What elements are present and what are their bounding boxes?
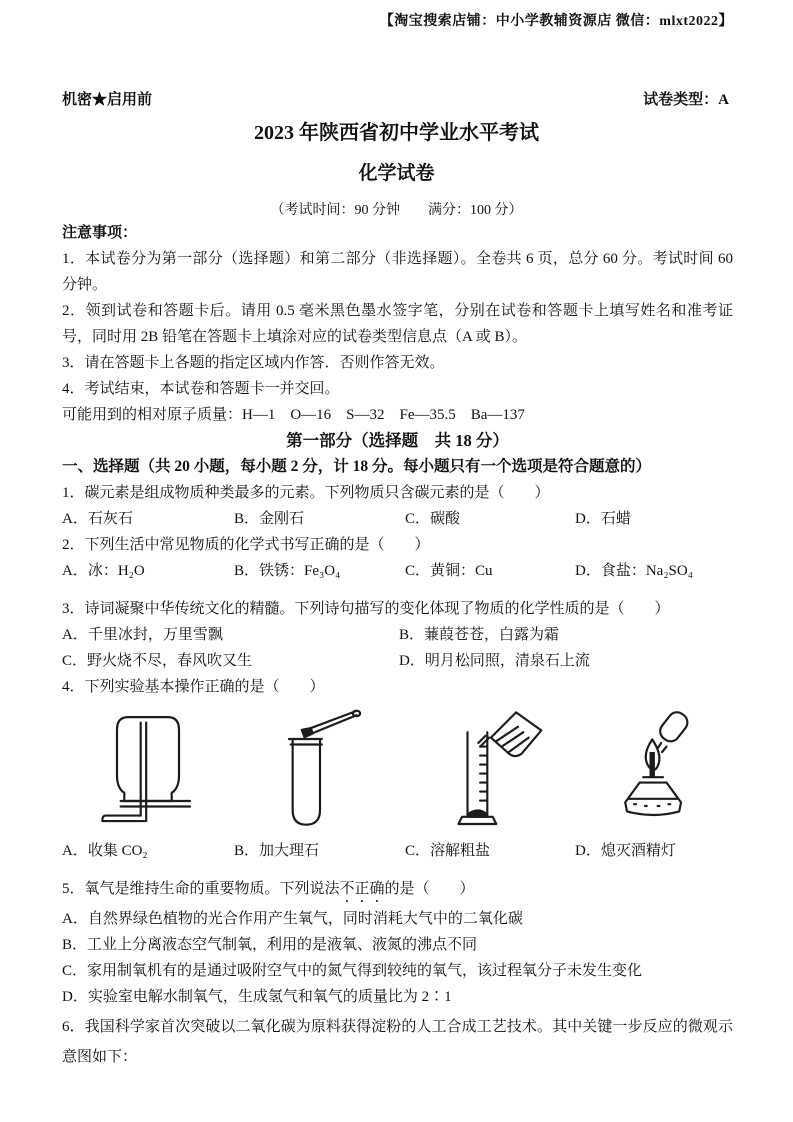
- note-item-4: 4．考试结束，本试卷和答题卡一并交回。: [62, 381, 340, 397]
- graduated-cylinder-pour-diagram: [405, 706, 575, 834]
- question-3-stem: 3．诗词凝聚中华传统文化的精髓。下列诗句描写的变化体现了物质的化学性质的是（ ）: [62, 601, 670, 617]
- note-item-3: 3．请在答题卡上各题的指定区域内作答．否则作答无效。: [62, 355, 445, 371]
- note-item-2: 2．领到试卷和答题卡后。请用 0.5 毫米黑色墨水签字笔，分别在试卷和答题卡上填写姓名和准考证号，同时用 2B 铅笔在答题卡上填涂对应的试卷类型信息点（A 或 B）。: [62, 303, 733, 345]
- q2-option-d: D．食盐：Na₂SO₄: [575, 563, 693, 579]
- security-row: [62, 88, 729, 109]
- section1-heading: 一、选择题（共 20 小题，每小题 2 分，计 18 分。每小题只有一个选项是符合题意的）: [62, 458, 652, 475]
- q5-stem-emphasis: 不正确: [339, 881, 385, 897]
- question-3-options-row2: [62, 648, 733, 674]
- store-watermark: 【淘宝搜索店铺：中小学教辅资源店 微信：mlxt2022】: [379, 14, 733, 29]
- question-6-stem: 6．我国科学家首次突破以二氧化碳为原料获得淀粉的人工合成工艺技术。其中关键一步反应的微观示意图如下：: [62, 1019, 733, 1065]
- q2-option-a: A．冰：H₂O: [62, 563, 145, 579]
- atomic-masses-line: 可能用到的相对原子质量：H—1 O—16 S—32 Fe—35.5 Ba—137: [62, 407, 525, 423]
- q3-option-b: B．蒹葭苍苍，白露为霜: [399, 627, 560, 643]
- dissolve-salt-pour-icon: [431, 707, 549, 833]
- q3-option-a: A．千里冰封，万里雪飘: [62, 627, 223, 643]
- test-tube-add-marble-icon: [265, 708, 375, 832]
- note-item-1: 1．本试卷分为第一部分（选择题）和第二部分（非选择题）。全卷共 6 页，总分 60 分。考试时间 60 分钟。: [62, 251, 733, 293]
- paper-subtitle: 化学试卷: [358, 163, 435, 184]
- question-5-stem: [62, 876, 733, 906]
- q5-stem-pre: 5．氧气是维持生命的重要物质。下列说法: [62, 881, 340, 897]
- question-4-diagrams: [62, 706, 733, 834]
- q4-option-b: B．加大理石: [234, 843, 320, 859]
- security-label: 机密★启用前: [62, 92, 153, 108]
- q5-option-d: D．实验室电解水制氧气，生成氢气和氧气的质量比为 2∶1: [62, 989, 452, 1005]
- q1-option-c: C．碳酸: [405, 511, 461, 527]
- q1-option-b: B．金刚石: [234, 511, 305, 527]
- q5-option-c: C．家用制氧机有的是通过吸附空气中的氮气得到较纯的氧气，该过程氧分子未发生变化: [62, 963, 643, 979]
- exam-info: （考试时间：90 分钟 满分：100 分）: [270, 203, 523, 218]
- test-tube-tweezers-diagram: [234, 706, 405, 834]
- q3-option-d: D．明月松同照，清泉石上流: [399, 653, 590, 669]
- extinguish-alcohol-lamp-icon: [600, 708, 708, 832]
- part1-heading: 第一部分（选择题 共 18 分）: [286, 431, 509, 450]
- q4-option-d: D．熄灭酒精灯: [575, 843, 676, 859]
- q1-option-d: D．石蜡: [575, 511, 631, 527]
- alcohol-lamp-diagram: [575, 706, 733, 834]
- notes-heading: 注意事项：: [62, 225, 138, 241]
- question-4-stem: 4．下列实验基本操作正确的是（ ）: [62, 679, 325, 695]
- q4-option-c: C．溶解粗盐: [405, 843, 491, 859]
- q5-stem-post: 的是（ ）: [384, 881, 475, 897]
- q5-option-a: A．自然界绿色植物的光合作用产生氧气，同时消耗大气中的二氧化碳: [62, 911, 523, 927]
- exam-title: 2023 年陕西省初中学业水平考试: [254, 122, 539, 144]
- q4-option-a: A．收集 CO₂: [62, 843, 148, 859]
- q1-option-a: A．石灰石: [62, 511, 133, 527]
- question-1-options: [62, 506, 733, 532]
- gas-collecting-bottle-diagram: [62, 706, 234, 834]
- question-1-stem: 1．碳元素是组成物质种类最多的元素。下列物质只含碳元素的是（ ）: [62, 485, 550, 501]
- question-4-options: [62, 838, 733, 864]
- q2-option-c: C．黄铜：Cu: [405, 563, 493, 579]
- question-3-options-row1: [62, 622, 733, 648]
- gas-collecting-bottle-icon: [93, 708, 203, 832]
- paper-type-label: 试卷类型：A: [643, 92, 729, 108]
- q2-option-b: B．铁锈：Fe₃O₄: [234, 563, 341, 579]
- question-2-stem: 2．下列生活中常见物质的化学式书写正确的是（ ）: [62, 537, 430, 553]
- q5-option-b: B．工业上分离液态空气制氧，利用的是液氧、液氮的沸点不同: [62, 937, 478, 953]
- paper-body: [62, 220, 733, 1072]
- question-2-options: [62, 558, 733, 584]
- q3-option-c: C．野火烧不尽，春风吹又生: [62, 653, 253, 669]
